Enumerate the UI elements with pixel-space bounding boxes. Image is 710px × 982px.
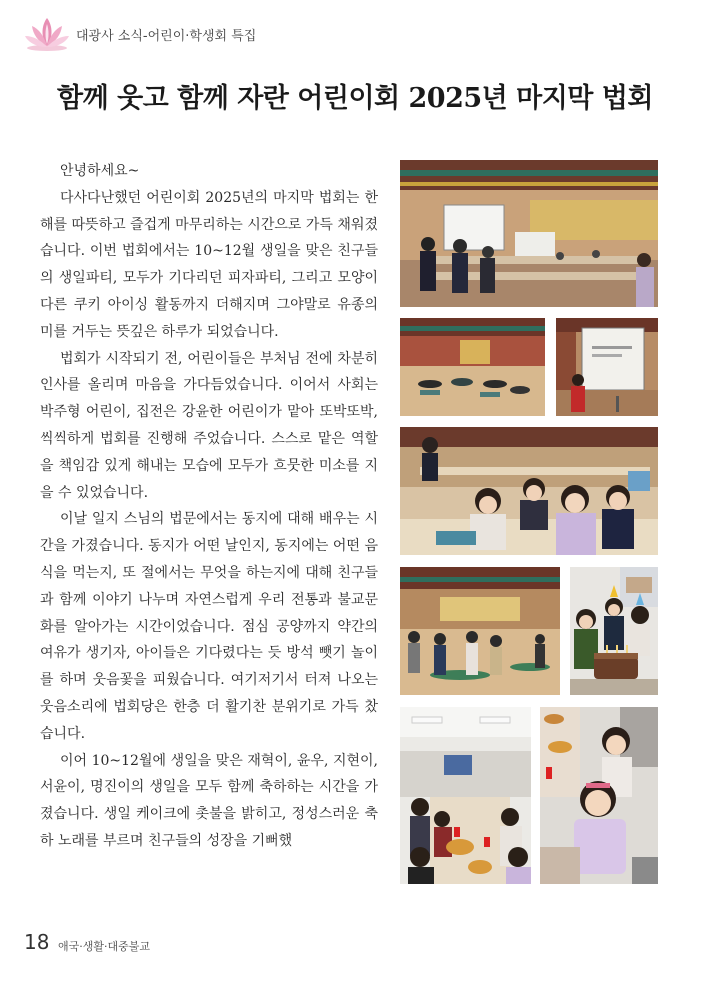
publication-name: 애국·생활·대중불교 <box>58 940 151 953</box>
paragraph: 법회가 시작되기 전, 어린이들은 부처님 전에 차분히 인사를 올리며 마음을 가다듬었습니다. 이어서 사회는 박주형 어린이, 집전은 강윤한 어린이가 맡아 또박또박, 씩씩하게 법회를 진행해 주었습니다. 스스로 맡은 역할을 책임감 있게 해내는 모습에 모두가 흐뭇한 미소를 지을 수 있었습니다. <box>40 350 378 501</box>
photo-pizza-party <box>400 707 531 884</box>
photo-dharma-hall-presentation <box>400 160 658 307</box>
paragraph: 안녕하세요~ <box>60 163 140 179</box>
paragraph: 이어 10~12월에 생일을 맞은 재혁이, 윤우, 지현이, 서윤이, 명진이의 생일을 모두 함께 축하하는 시간을 가졌습니다. 생일 케이크에 촛불을 밝히고, 정성스러운 축하 노래를 부르며 친구들의 성장을 기뻐했 <box>40 752 378 849</box>
photo-girls-at-table <box>540 707 658 884</box>
lotus-icon <box>24 14 70 54</box>
paragraph: 이날 일지 스님의 법문에서는 동지에 대해 배우는 시간을 가졌습니다. 동지가 어떤 날인지, 동지에는 어떤 음식을 먹는지, 또 절에서는 무엇을 하는지에 대해 친구들과 함께 이야기 나누며 자연스럽게 우리 전통과 불교문화를 알아가는 시간이었습니다. 점심 공양까지 약간의 여유가 생기자, 아이들은 기다렸다는 듯 방석 뺏기 놀이를 하며 웃음꽃을 피웠습니다. 여기저기서 터져 나오는 웃음소리에 법회당은 한층 더 활기찬 분위기로 가득 찼습니다. <box>40 511 378 742</box>
page-number: 18 <box>24 930 50 954</box>
section-label: 대광사 소식-어린이·학생회 특집 <box>76 29 257 44</box>
photo-birthday-cake <box>570 567 658 695</box>
page-title: 함께 웃고 함께 자란 어린이회 2025년 마지막 법회 <box>57 83 653 114</box>
page-header <box>24 14 684 54</box>
article-body <box>40 158 378 855</box>
photo-cushion-game <box>400 567 560 695</box>
photo-children-praying <box>400 427 658 555</box>
photo-children-bowing <box>400 318 545 416</box>
paragraph: 다사다난했던 어린이회 2025년의 마지막 법회는 한 해를 따뜻하고 즐겁게 마무리하는 시간으로 가득 채워졌습니다. 이번 법회에서는 10~12월 생일을 맞은 친구들의 생일파티, 모두가 기다리던 피자파티, 그리고 모양이 다른 쿠키 아이싱 활동까지 더해지며 그야말로 유종의 미를 거두는 뜻깊은 하루가 되었습니다. <box>40 189 378 340</box>
photo-child-at-podium <box>556 318 658 416</box>
